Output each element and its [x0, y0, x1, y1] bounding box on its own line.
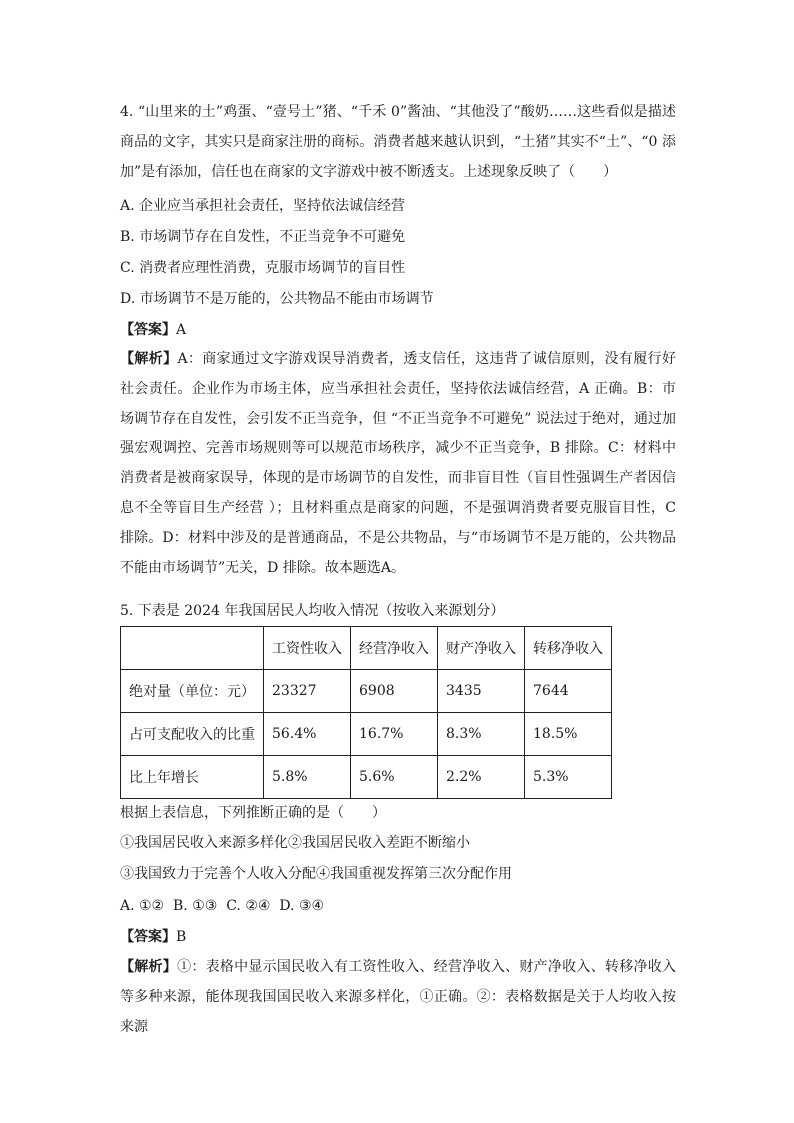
q5-analysis-text: ①：表格中显示国民收入有工资性收入、经营净收入、财产净收入、转移净收入等多种来源，能体现我国国民收入来源多样化，①正确。②：表格数据是关于人均收入按来源 — [120, 959, 677, 1035]
table-cell: 比上年增长 — [121, 756, 264, 799]
table-header-cell: 转移净收入 — [525, 627, 612, 670]
table-header-cell — [121, 627, 264, 670]
q4-answer-label: 【答案】 — [120, 322, 176, 338]
income-table — [120, 626, 612, 799]
table-header-row — [121, 627, 612, 670]
table-cell: 18.5% — [525, 713, 612, 756]
table-cell: 23327 — [264, 670, 351, 713]
q4-stem: 4. “山里来的土”鸡蛋、“壹号土”猪、“千禾 0”酱油、“其他没了”酸奶……这些看似是描述商品的文字，其实只是商家注册的商标。消费者越来越认识到，“土猪”其实不“土”、“0 添加”是有添加，信任也在商家的文字游戏中被不断透支。上述现象反映了（ ） — [120, 104, 676, 180]
q4-answer-value: A — [176, 322, 187, 338]
q5-answer-value: B — [176, 929, 187, 945]
table-cell: 绝对量（单位：元） — [121, 670, 264, 713]
q4-answer — [120, 320, 186, 340]
table-cell: 16.7% — [351, 713, 438, 756]
table-cell: 占可支配收入的比重 — [121, 713, 264, 756]
table-cell: 5.3% — [525, 756, 612, 799]
table-cell: 5.8% — [264, 756, 351, 799]
q4-option-c: C. 消费者应理性消费，克服市场调节的盲目性 — [120, 260, 406, 276]
q5-statements-2: ③我国致力于完善个人收入分配④我国重视发挥第三次分配作用 — [120, 866, 512, 882]
table-cell: 6908 — [351, 670, 438, 713]
q5-options: A. ①② B. ①③ C. ②④ D. ③④ — [120, 898, 325, 914]
table-cell: 56.4% — [264, 713, 351, 756]
table-header-cell: 财产净收入 — [438, 627, 525, 670]
table-cell: 7644 — [525, 670, 612, 713]
q4-analysis-label: 【解析】 — [120, 351, 178, 367]
q5-answer — [120, 927, 186, 947]
q5-statements-1: ①我国居民收入来源多样化②我国居民收入差距不断缩小 — [120, 835, 470, 851]
q4-option-b: B. 市场调节存在自发性，不正当竞争不可避免 — [120, 229, 406, 245]
q5-analysis — [120, 953, 676, 1042]
table-row — [121, 713, 612, 756]
table-row — [121, 670, 612, 713]
table-cell: 5.6% — [351, 756, 438, 799]
table-cell: 8.3% — [438, 713, 525, 756]
table-cell: 2.2% — [438, 756, 525, 799]
table-header-cell: 经营净收入 — [351, 627, 438, 670]
q4-analysis — [120, 345, 676, 583]
q4-option-a: A. 企业应当承担社会责任，坚持依法诚信经营 — [120, 198, 406, 214]
table-cell: 3435 — [438, 670, 525, 713]
q5-stem: 5. 下表是 2024 年我国居民人均收入情况（按收入来源划分） — [120, 603, 505, 619]
q5-analysis-label: 【解析】 — [120, 959, 178, 975]
table-header-cell: 工资性收入 — [264, 627, 351, 670]
q5-answer-label: 【答案】 — [120, 929, 176, 945]
q4-option-d: D. 市场调节不是万能的，公共物品不能由市场调节 — [120, 291, 434, 307]
q4-analysis-text: A：商家通过文字游戏误导消费者，透支信任，这违背了诚信原则，没有履行好社会责任。企业作为市场主体，应当承担社会责任，坚持依法诚信经营，A 正确。B：市场调节存在自发性，会引发不正当竞争，但 “不正当竞争不可避免” 说法过于绝对，通过加强宏观调控、完善市场规则等可以规范市场秩序，减少不正当竞争，B 排除。C：材料中消费者是被商家误导，体现的是市场调节的自发性，而非盲目性（盲目性强调生产者因信息不全等盲目生产经营 ）；且材料重点是商家的问题，不是强调消费者要克服盲目性，C 排除。D：材料中涉及的是普通商品，不是公共物品，与“市场调节不是万能的，公共物品不能由市场调节”无关，D 排除。故本题选A。 — [120, 351, 677, 576]
q5-prompt: 根据上表信息，下列推断正确的是（ ） — [120, 805, 386, 821]
table-row — [121, 756, 612, 799]
